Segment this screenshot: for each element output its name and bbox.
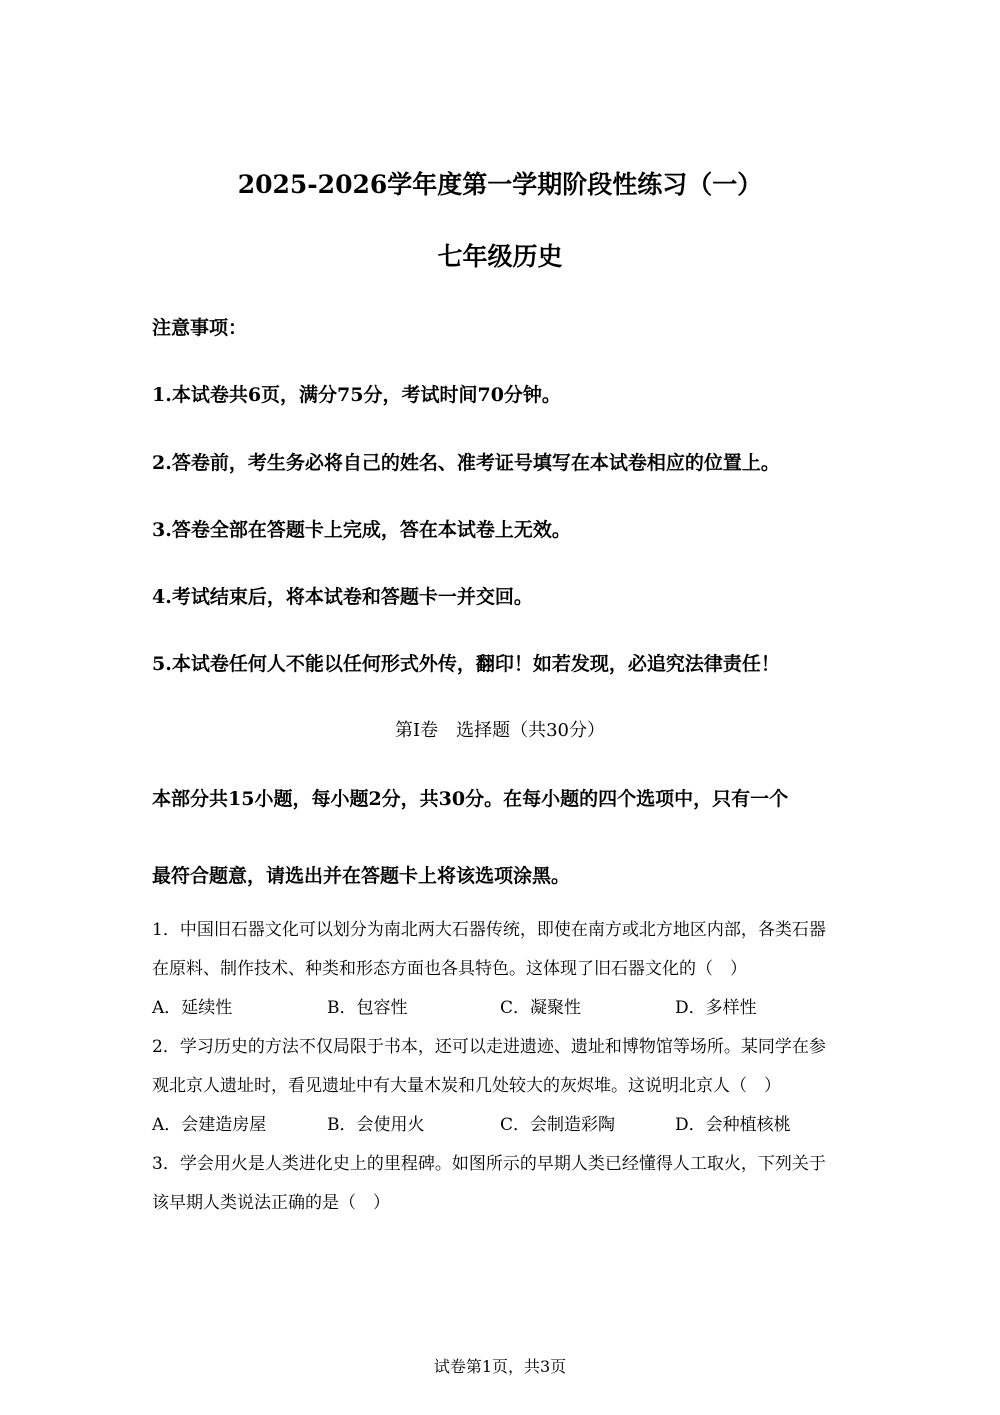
option-b: B．会使用火 (327, 1115, 425, 1135)
note-item: 1.本试卷共6页，满分75分，考试时间70分钟。 (152, 384, 561, 406)
instructions-line: 最符合题意，请选出并在答题卡上将该选项涂黑。 (152, 865, 571, 887)
question-1-line: 1．中国旧石器文化可以划分为南北两大石器传统，即使在南方或北方地区内部，各类石器 (152, 920, 826, 940)
note-item: 4.考试结束后，将本试卷和答题卡一并交回。 (152, 586, 533, 608)
notes-heading: 注意事项： (152, 317, 248, 339)
option-a: A．会建造房屋 (152, 1115, 267, 1135)
question-1-line: 在原料、制作技术、种类和形态方面也各具特色。这体现了旧石器文化的（ ） (152, 959, 747, 979)
question-3-line: 该早期人类说法正确的是（ ） (152, 1193, 390, 1213)
option-d: D．多样性 (675, 998, 757, 1018)
question-2-line: 2．学习历史的方法不仅局限于书本，还可以走进遗迹、遗址和博物馆等场所。某同学在参 (152, 1037, 826, 1057)
note-item: 2.答卷前，考生务必将自己的姓名、准考证号填写在本试卷相应的位置上。 (152, 452, 780, 474)
section-title: 第Ⅰ卷 选择题（共30分） (394, 720, 605, 741)
exam-subtitle: 七年级历史 (437, 242, 563, 271)
option-d: D．会种植核桃 (675, 1115, 791, 1135)
question-2-line: 观北京人遗址时，看见遗址中有大量木炭和几处较大的灰烬堆。这说明北京人（ ） (152, 1076, 781, 1096)
option-a: A．延续性 (152, 998, 233, 1018)
question-3-line: 3．学会用火是人类进化史上的里程碑。如图所示的早期人类已经懂得人工取火，下列关于 (152, 1154, 826, 1174)
option-b: B．包容性 (327, 998, 408, 1018)
note-item: 3.答卷全部在答题卡上完成，答在本试卷上无效。 (152, 519, 571, 541)
page-footer: 试卷第1页，共3页 (433, 1357, 567, 1376)
question-2-options (152, 1113, 872, 1137)
option-c: C．会制造彩陶 (500, 1115, 616, 1135)
exam-title: 2025-2026学年度第一学期阶段性练习（一） (237, 170, 763, 199)
question-1-options (152, 996, 872, 1020)
note-item: 5.本试卷任何人不能以任何形式外传，翻印！如若发现，必追究法律责任！ (152, 653, 780, 675)
option-c: C．凝聚性 (500, 998, 582, 1018)
instructions-line: 本部分共15小题，每小题2分，共30分。在每小题的四个选项中，只有一个 (152, 788, 789, 810)
